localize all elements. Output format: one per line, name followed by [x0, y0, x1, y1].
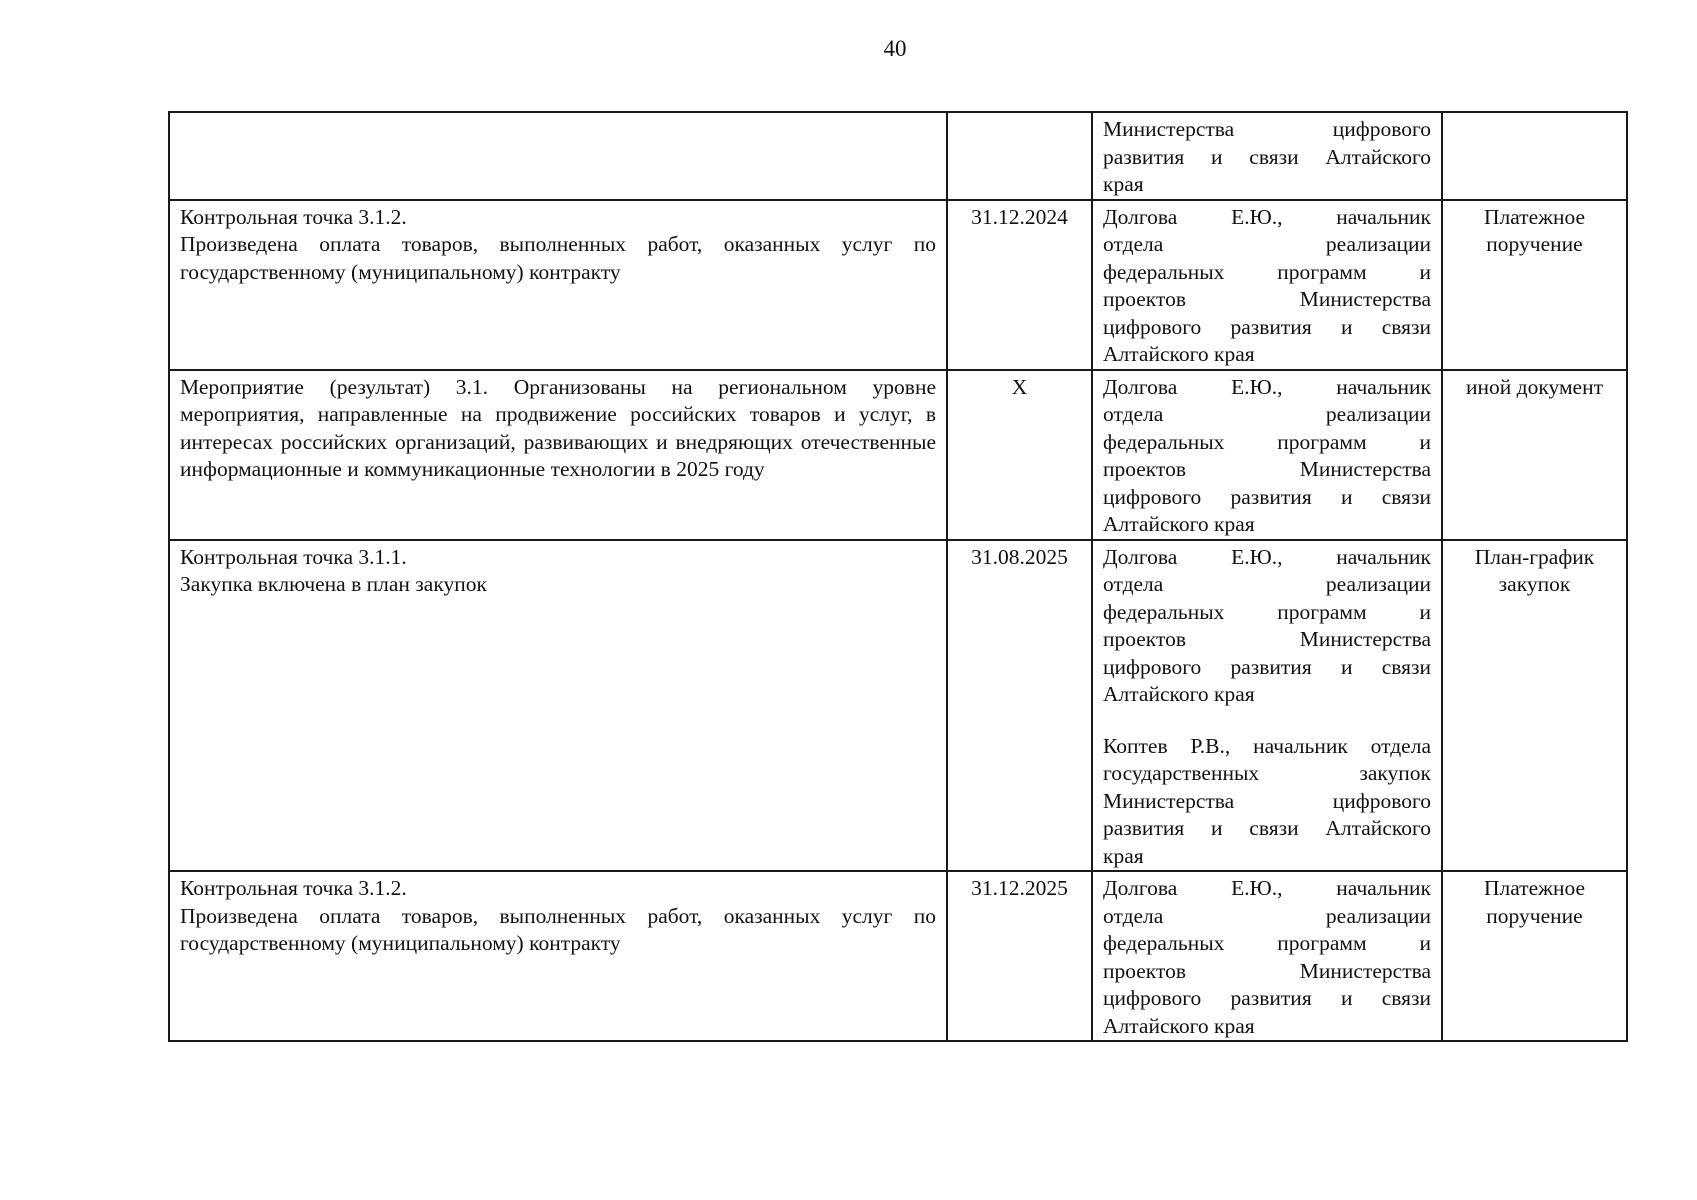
- responsible-text-line: проектов Министерства: [1103, 958, 1431, 983]
- responsible-text-line: отдела реализации: [1103, 903, 1431, 928]
- responsible-text-line: края: [1103, 843, 1144, 868]
- responsible-text-line: проектов Министерства: [1103, 287, 1431, 311]
- table-row: [169, 871, 1627, 1041]
- responsible-person: [1103, 204, 1431, 369]
- responsible-text-line: федеральных программ и: [1103, 429, 1431, 454]
- cell-responsible: [1092, 112, 1442, 200]
- responsible-text-line: развития и связи Алтайского: [1103, 144, 1431, 169]
- cell-responsible: [1092, 370, 1442, 540]
- responsible-text-line: федеральных программ и: [1103, 599, 1431, 624]
- responsible-text-line: государственных закупок: [1103, 761, 1431, 785]
- responsible-text-line: цифрового развития и связи: [1103, 314, 1431, 339]
- responsible-text-line: отдела реализации: [1103, 572, 1431, 596]
- responsible-text-line: федеральных программ и: [1103, 931, 1431, 955]
- cell-activity-name: [169, 540, 947, 872]
- table-body: [169, 112, 1627, 1041]
- responsible-text-line: Долгова Е.Ю., начальник: [1103, 374, 1431, 399]
- responsible-text-line: цифрового развития и связи: [1103, 484, 1431, 509]
- activity-description: Мероприятие (результат) 3.1. Организованы на региональном уровне мероприятия, направленные на продвижение российских товаров и услуг, в интересах российских организаций, развивающих и внедряющих отечественные информационные и коммуникационные технологии в 2025 году: [180, 374, 936, 481]
- responsible-text-line: Долгова Е.Ю., начальник: [1103, 544, 1431, 569]
- responsible-person: [1103, 544, 1431, 709]
- responsible-person: [1103, 116, 1431, 199]
- responsible-text-line: Алтайского края: [1103, 682, 1255, 706]
- responsible-text-line: Алтайского края: [1103, 1013, 1255, 1038]
- activity-description: Произведена оплата товаров, выполненных работ, оказанных услуг по государственному (муниципальному) контракту: [180, 903, 936, 955]
- cell-deadline: X: [947, 370, 1092, 540]
- table-row: [169, 200, 1627, 370]
- responsible-person: [1103, 733, 1431, 871]
- responsible-text-line: Министерства цифрового: [1103, 117, 1431, 141]
- table-row: [169, 370, 1627, 540]
- cell-document-type: План-график закупок: [1442, 540, 1627, 872]
- checkpoint-title: Контрольная точка 3.1.2.: [180, 204, 407, 229]
- responsible-text-line: Долгова Е.Ю., начальник: [1103, 876, 1431, 900]
- responsible-text-line: проектов Министерства: [1103, 627, 1431, 651]
- cell-deadline: [947, 112, 1092, 200]
- table-row: [169, 112, 1627, 200]
- page-number: 40: [883, 36, 907, 61]
- activity-description: Закупка включена в план закупок: [180, 572, 487, 596]
- cell-responsible: [1092, 200, 1442, 370]
- table-row: [169, 540, 1627, 872]
- cell-activity-name: [169, 370, 947, 540]
- responsible-text-line: отдела реализации: [1103, 232, 1431, 256]
- cell-document-type: иной документ: [1442, 370, 1627, 540]
- checkpoint-title: Контрольная точка 3.1.2.: [180, 876, 407, 900]
- responsible-person: [1103, 374, 1431, 539]
- activity-description: Произведена оплата товаров, выполненных работ, оказанных услуг по государственному (муниципальному) контракту: [180, 232, 936, 284]
- cell-responsible: [1092, 871, 1442, 1041]
- responsible-text-line: отдела реализации: [1103, 402, 1431, 426]
- responsible-text-line: Коптев Р.В., начальник отдела: [1103, 733, 1431, 758]
- cell-deadline: 31.08.2025: [947, 540, 1092, 872]
- cell-deadline: 31.12.2025: [947, 871, 1092, 1041]
- responsible-person: [1103, 875, 1431, 1040]
- responsible-text-line: Алтайского края: [1103, 512, 1255, 536]
- cell-document-type: Платежное поручение: [1442, 871, 1627, 1041]
- responsible-text-line: цифрового развития и связи: [1103, 654, 1431, 679]
- cell-document-type: [1442, 112, 1627, 200]
- checkpoint-title: Контрольная точка 3.1.1.: [180, 544, 407, 569]
- responsible-text-line: проектов Министерства: [1103, 457, 1431, 481]
- responsible-text-line: развития и связи Алтайского: [1103, 816, 1431, 840]
- responsible-text-line: Алтайского края: [1103, 342, 1255, 366]
- cell-responsible: [1092, 540, 1442, 872]
- responsible-text-line: цифрового развития и связи: [1103, 986, 1431, 1010]
- cell-deadline: 31.12.2024: [947, 200, 1092, 370]
- cell-activity-name: [169, 871, 947, 1041]
- responsible-text-line: Долгова Е.Ю., начальник: [1103, 204, 1431, 229]
- cell-activity-name: [169, 200, 947, 370]
- responsible-text-line: Министерства цифрового: [1103, 788, 1431, 813]
- responsible-text-line: федеральных программ и: [1103, 259, 1431, 284]
- activities-table: [168, 111, 1628, 1042]
- cell-activity-name: [169, 112, 947, 200]
- cell-document-type: Платежное поручение: [1442, 200, 1627, 370]
- responsible-text-line: края: [1103, 172, 1144, 196]
